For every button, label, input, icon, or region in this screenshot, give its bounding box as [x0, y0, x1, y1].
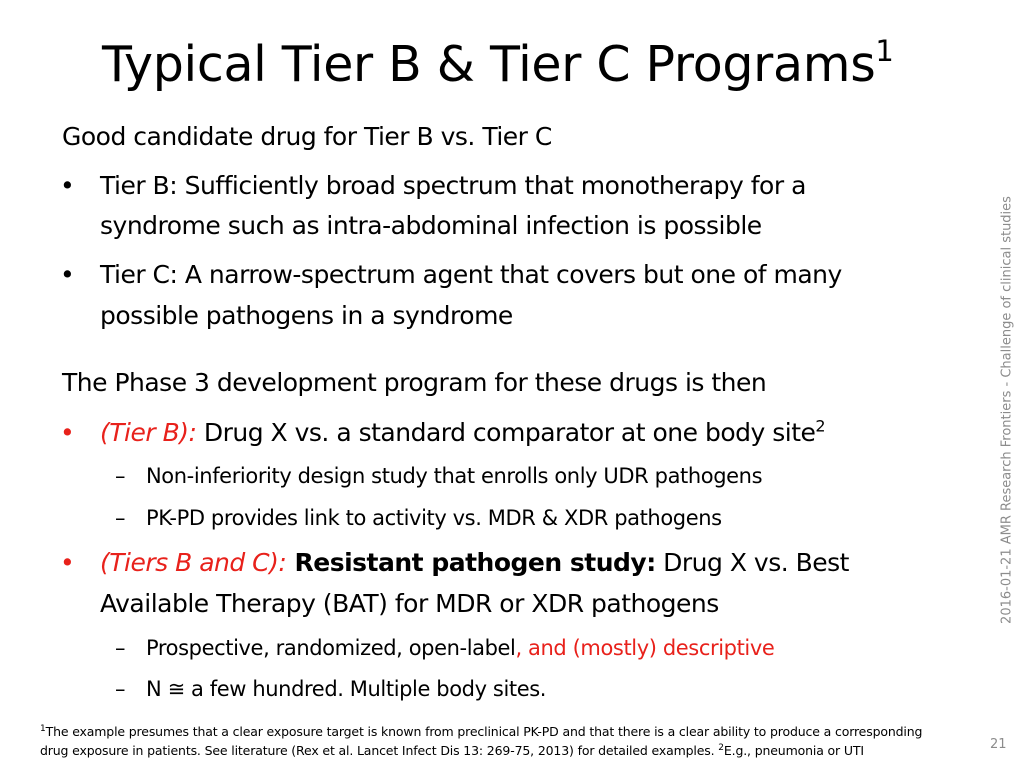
- dash-marker: –: [115, 464, 126, 488]
- tier-b-label: (Tier B):: [100, 418, 197, 447]
- title-superscript: 1: [875, 33, 894, 68]
- tiers-bc-bullet-line1: [100, 548, 849, 577]
- tier-c-bullet-line1: Tier C: A narrow-spectrum agent that covers but one of many: [100, 260, 842, 289]
- footnote-line2a-text: drug exposure in patients. See literature (Rex et al. Lancet Infect Dis 13: 269-75, 2013) for detailed examples.: [40, 743, 719, 758]
- dash-marker: –: [115, 506, 126, 530]
- tier-b-text: Drug X vs. a standard comparator at one body site: [196, 418, 816, 447]
- tiers-bc-text: Drug X vs. Best: [655, 548, 849, 577]
- bullet-marker: •: [60, 418, 75, 447]
- footnote-line2: [40, 741, 922, 760]
- footnote-ref-2: 2: [815, 416, 826, 436]
- bullet-marker: •: [60, 260, 75, 289]
- tiers-bc-label: (Tiers B and C):: [100, 548, 287, 577]
- footnote-line2b-text: E.g., pneumonia or UTI: [723, 743, 864, 758]
- footnote-sup-2: 2: [718, 742, 724, 753]
- sample-size-subbullet: N ≅ a few hundred. Multiple body sites.: [146, 677, 547, 701]
- section2-heading: The Phase 3 development program for these drugs is then: [62, 368, 767, 397]
- tiers-bc-bullet-line2: Available Therapy (BAT) for MDR or XDR pathogens: [100, 589, 719, 618]
- descriptive-text: , and (mostly) descriptive: [515, 636, 775, 660]
- footnote-line1: [40, 722, 922, 741]
- vertical-footer-text: 2016-01-21 AMR Research Frontiers - Challenge of clinical studies: [999, 196, 1015, 624]
- slide-title-text: Typical Tier B & Tier C Programs: [102, 36, 876, 93]
- tier-b-program-bullet: [100, 418, 825, 447]
- resistant-pathogen-study-label: Resistant pathogen study:: [286, 548, 656, 577]
- footnote-line1-text: The example presumes that a clear exposure target is known from preclinical PK-PD and that there is a clear ability to produce a corresponding: [45, 724, 923, 739]
- slide-title: [102, 33, 894, 93]
- prospective-subbullet: [146, 636, 774, 660]
- page-number: 21: [990, 737, 1007, 752]
- tier-b-bullet-line1: Tier B: Sufficiently broad spectrum that monotherapy for a: [100, 171, 806, 200]
- footnote-sup-1: 1: [40, 723, 46, 734]
- bullet-marker: •: [60, 548, 75, 577]
- pk-pd-subbullet: PK-PD provides link to activity vs. MDR & XDR pathogens: [146, 506, 722, 530]
- tier-c-bullet-line2: possible pathogens in a syndrome: [100, 301, 513, 330]
- prospective-text: Prospective, randomized, open-label: [146, 636, 516, 660]
- non-inferiority-subbullet: Non-inferiority design study that enrolls only UDR pathogens: [146, 464, 763, 488]
- tier-b-bullet-line2: syndrome such as intra-abdominal infection is possible: [100, 211, 762, 240]
- bullet-marker: •: [60, 171, 75, 200]
- section1-heading: Good candidate drug for Tier B vs. Tier C: [62, 122, 552, 151]
- dash-marker: –: [115, 636, 126, 660]
- footnote: [40, 722, 922, 760]
- dash-marker: –: [115, 677, 126, 701]
